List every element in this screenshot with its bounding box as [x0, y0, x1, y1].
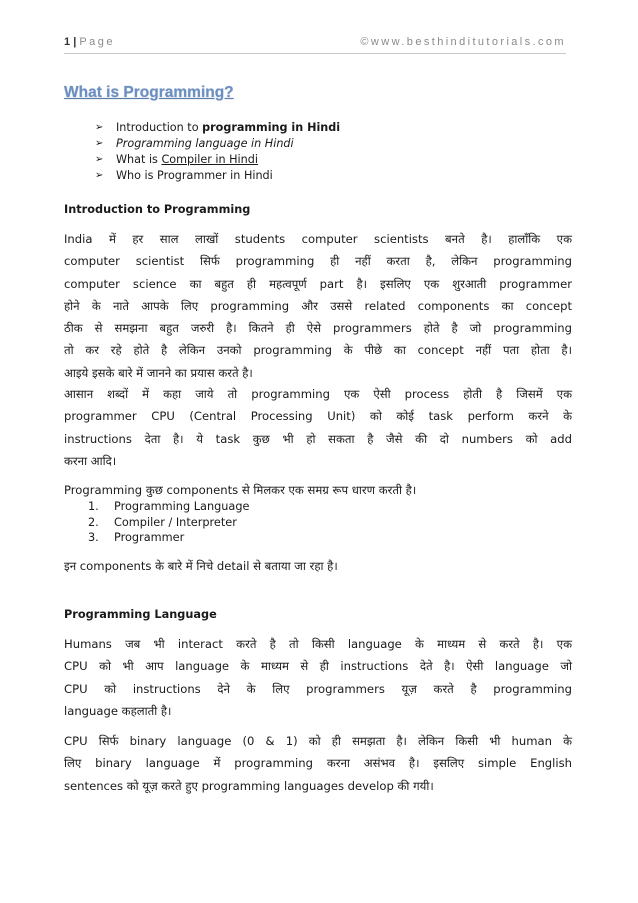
list-item-text: Programming Language [114, 500, 250, 513]
text-line: India में हर साल लाखों students computer scientists बनते है। हालाँकि एक [64, 232, 572, 246]
text-line: computer science का बहुत ही महत्वपूर्ण part है। इसलिए एक शुरआती programmer [64, 276, 572, 291]
intro-paragraph-4: इन components के बारे में निचे detail से बताया जा रहा है। [64, 559, 338, 573]
text-line: CPU सिर्फ binary language (0 & 1) को ही समझता है। लेकिन किसी भी human के [64, 734, 572, 748]
toc-item-introduction [95, 120, 340, 136]
toc-item-text: Programming language in Hindi [116, 137, 294, 150]
list-item-text: Programmer [114, 531, 185, 544]
text-line: आइये इसके बारे में जानने का प्रयास करते है। [64, 365, 253, 380]
toc-item-programmer [95, 168, 340, 184]
page-separator: | [73, 36, 77, 48]
page-word: Page [79, 36, 116, 48]
toc-item-compiler [95, 152, 340, 168]
text-line: होने के नाते आपके लिए programming और उससे related components का concept [64, 298, 572, 313]
text-line: लिए binary language में programming करना असंभव है। इसलिए simple English [64, 756, 572, 771]
list-number: 1. [88, 500, 99, 513]
list-number: 3. [88, 531, 99, 544]
text-line: sentences को यूज़ करते हुए programming languages develop की गयी। [64, 778, 434, 793]
toc-item-bold-text: programming in Hindi [202, 121, 341, 134]
page-title: What is Programming? [64, 84, 234, 101]
toc-item-programming-language [95, 136, 340, 152]
text-line: आसान शब्दों में कहा जाये तो programming एक ऐसी process होती है जिसमें एक [64, 387, 572, 401]
list-item [88, 499, 249, 515]
compiler-link[interactable]: Compiler in Hindi [161, 153, 258, 166]
text-line: Humans जब भी interact करते है तो किसी language के माध्यम से करते है। एक [64, 637, 572, 651]
section-heading-introduction: Introduction to Programming [64, 203, 251, 216]
table-of-contents [95, 120, 340, 184]
text-line: programmer CPU (Central Processing Unit) को कोई task perform करने के [64, 409, 572, 424]
text-line: CPU को instructions देने के लिए programmers यूज़ करते है programming [64, 681, 572, 696]
site-watermark: ©www.besthinditutorials.com [360, 36, 566, 48]
text-line: ठीक से समझना बहुत जरुरी है। कितने ही ऐसे programmers होते है जो programming [64, 321, 572, 336]
text-line: instructions देता है। ये task कुछ भी हो सकता है जैसे की दो numbers को add [64, 431, 572, 446]
components-list [88, 499, 249, 546]
page-number-label [64, 36, 115, 48]
language-paragraph-1 [64, 633, 572, 722]
toc-item-text: What is [116, 153, 158, 166]
list-number: 2. [88, 515, 99, 529]
page-header [64, 36, 566, 52]
list-item [88, 530, 249, 546]
intro-paragraph-2 [64, 383, 572, 472]
header-divider [64, 53, 566, 54]
text-line: computer scientist सिर्फ programming ही नहीं करता है, लेकिन programming [64, 254, 572, 269]
language-paragraph-2 [64, 730, 572, 797]
intro-paragraph-3: Programming कुछ components से मिलकर एक समग्र रूप धारण करती है। [64, 483, 417, 497]
intro-paragraph-1 [64, 228, 572, 384]
list-item-text: Compiler / Interpreter [114, 515, 237, 529]
toc-item-text: Introduction to [116, 121, 199, 134]
text-line: language कहलाती है। [64, 703, 172, 718]
text-line: तो कर रहे होते है लेकिन उनको programming के पीछे का concept नहीं पता होता है। [64, 343, 572, 358]
list-item [88, 515, 249, 531]
toc-item-text: Who is Programmer in Hindi [116, 169, 273, 182]
text-line: करना आदि। [64, 453, 117, 468]
text-line: CPU को भी आप language के माध्यम से ही instructions देते है। ऐसी language जो [64, 659, 572, 674]
section-heading-programming-language: Programming Language [64, 608, 217, 621]
page-number: 1 [64, 36, 71, 48]
